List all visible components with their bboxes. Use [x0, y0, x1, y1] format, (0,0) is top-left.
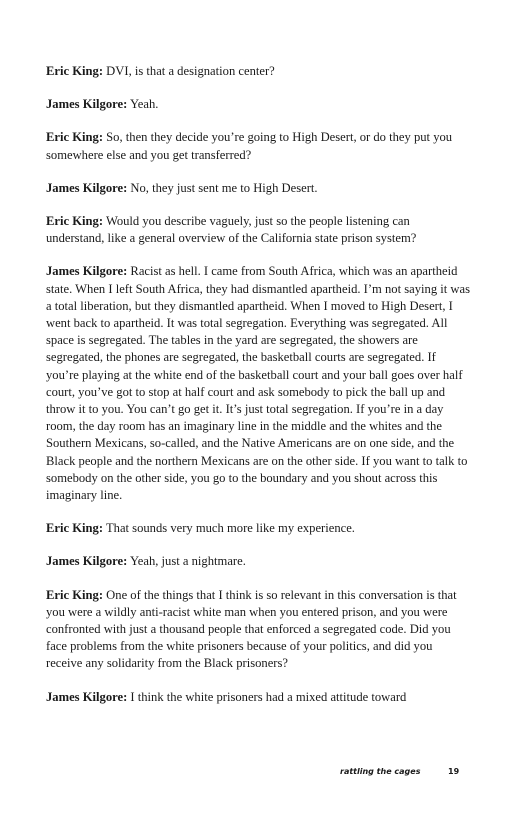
transcript-body [46, 63, 471, 722]
dialogue-paragraph [46, 63, 471, 80]
speaker-name: James Kilgore: [46, 264, 128, 279]
dialogue-paragraph [46, 96, 471, 113]
speaker-name: Eric King: [46, 521, 104, 536]
page-number: 19 [448, 767, 460, 776]
speaker-name: Eric King: [46, 214, 104, 229]
dialogue-text: One of the things that I think is so relevant in this conversation is that you were a wildly anti-racist white man when you entered prison, and you were confronted with just a thousand people that enforced a segregated code. Did you face problems from the white prisoners because of your politics, and did you receive any solidarity from the Black prisoners? [46, 587, 457, 671]
dialogue-text: Racist as hell. I came from South Africa, which was an apartheid state. When I left South Africa, they had dismantled apartheid. I’m not saying it was a total liberation, but they dismantled apartheid. When I moved to High Desert, I went back to apartheid. It was total segregation. Everything was segregated. All space is segregated. The tables in the yard are segregated, the showers are segregated, the phones are segregated, the basketball courts are segregated. If you’re playing at the white end of the basketball court and your ball goes over half court, you’ve got to stop at half court and ask somebody to pick the ball up and throw it to you. You can’t go get it. It’s just total segregation. If you’re in a day room, the day room has an imaginary line in the middle and the whites and the Southern Mexicans, so-called, and the Native Americans are on one side, and the Black people and the northern Mexicans are on the other side. If you want to talk to somebody on the other side, you go to the boundary and you shout across this imaginary line. [46, 264, 470, 503]
speaker-name: James Kilgore: [46, 554, 128, 569]
dialogue-text: Would you describe vaguely, just so the people listening can understand, like a general overview of the California state prison system? [46, 214, 417, 246]
dialogue-text: No, they just sent me to High Desert. [127, 180, 318, 195]
dialogue-text: That sounds very much more like my experience. [103, 521, 355, 536]
dialogue-text: I think the white prisoners had a mixed attitude toward [127, 689, 407, 704]
speaker-name: Eric King: [46, 64, 104, 78]
dialogue-paragraph [46, 129, 471, 163]
dialogue-paragraph [46, 263, 471, 504]
dialogue-paragraph [46, 587, 471, 673]
dialogue-paragraph [46, 180, 471, 197]
dialogue-paragraph [46, 520, 471, 537]
page-footer [0, 767, 528, 781]
running-title: rattling the cages [340, 767, 421, 776]
dialogue-text: Yeah, just a nightmare. [127, 554, 246, 569]
dialogue-paragraph [46, 689, 471, 706]
speaker-name: Eric King: [46, 130, 104, 145]
dialogue-text: Yeah. [127, 97, 159, 112]
dialogue-paragraph [46, 213, 471, 247]
speaker-name: James Kilgore: [46, 689, 128, 704]
dialogue-text: DVI, is that a designation center? [103, 64, 275, 78]
dialogue-text: So, then they decide you’re going to High Desert, or do they put you somewhere else and you get transferred? [46, 130, 453, 162]
dialogue-paragraph [46, 553, 471, 570]
speaker-name: James Kilgore: [46, 180, 128, 195]
speaker-name: James Kilgore: [46, 97, 128, 112]
speaker-name: Eric King: [46, 587, 104, 602]
